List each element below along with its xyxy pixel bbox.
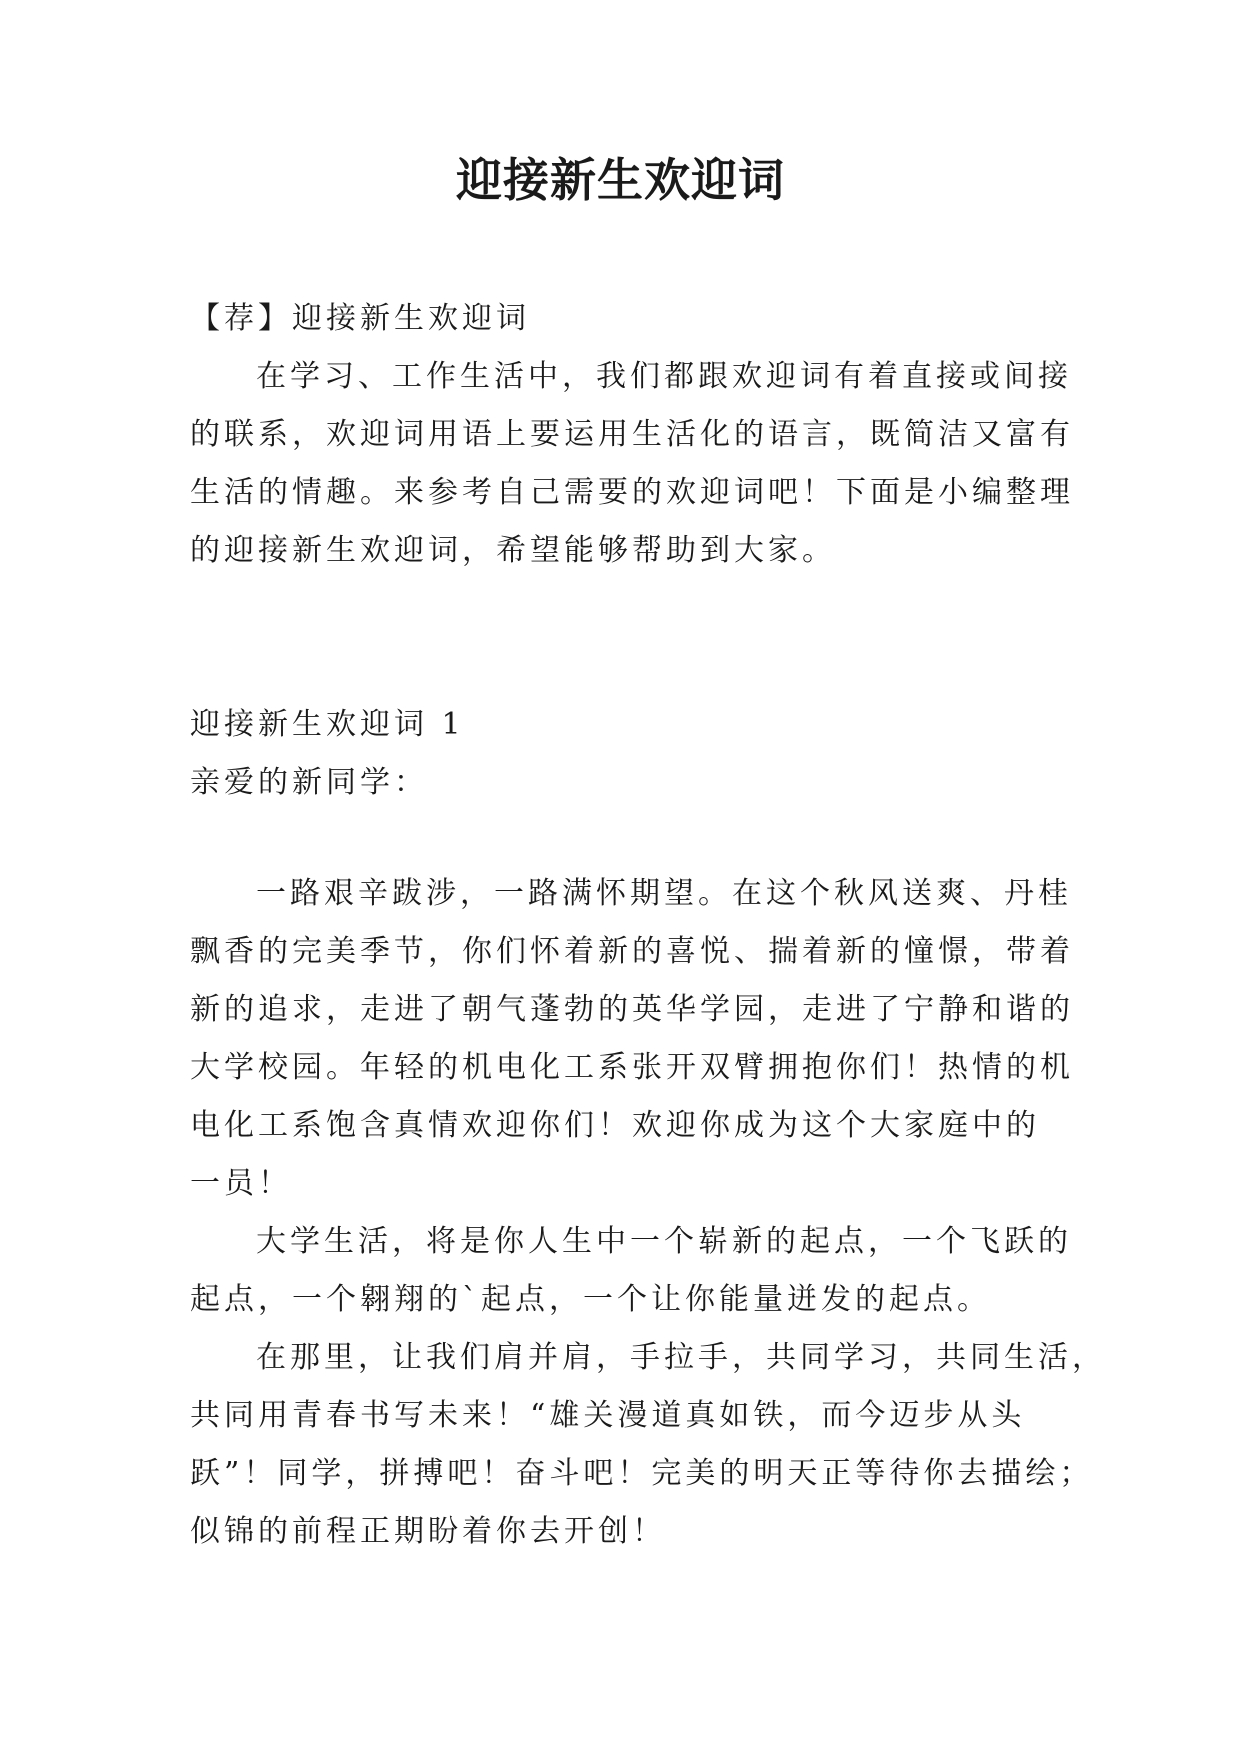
paragraph-line: 一路艰辛跋涉，一路满怀期望。在这个秋风送爽、丹桂 <box>256 876 1072 911</box>
section-heading: 迎接新生欢迎词 1 <box>190 707 465 742</box>
paragraph-line: 共同用青春书写未来！“雄关漫道真如铁，而今迈步从头 <box>190 1398 1026 1433</box>
recommend-line: 【荐】迎接新生欢迎词 <box>190 301 530 336</box>
paragraph-line: 新的追求，走进了朝气蓬勃的英华学园，走进了宁静和谐的 <box>190 992 1074 1027</box>
salutation: 亲爱的新同学： <box>190 765 428 800</box>
paragraph <box>190 1213 1072 1329</box>
intro-section <box>190 290 1074 580</box>
paragraph-line: 起点，一个翱翔的`起点，一个让你能量迸发的起点。 <box>190 1282 991 1317</box>
paragraph-line: 大学生活，将是你人生中一个崭新的起点，一个飞跃的 <box>256 1224 1072 1259</box>
paragraph-line: 大学校园。年轻的机电化工系张开双臂拥抱你们！热情的机 <box>190 1050 1074 1085</box>
paragraph-line: 跃”！同学，拼搏吧！奋斗吧！完美的明天正等待你去描绘； <box>190 1456 1094 1491</box>
paragraph <box>190 1329 1106 1561</box>
intro-line: 的联系，欢迎词用语上要运用生活化的语言，既简洁又富有 <box>190 417 1074 452</box>
letter-header <box>190 696 1050 812</box>
paragraph-line: 在那里，让我们肩并肩，手拉手，共同学习，共同生活， <box>256 1340 1106 1375</box>
intro-line: 的迎接新生欢迎词，希望能够帮助到大家。 <box>190 533 836 568</box>
intro-line: 在学习、工作生活中，我们都跟欢迎词有着直接或间接 <box>256 359 1072 394</box>
paragraph-line: 一员！ <box>190 1166 292 1201</box>
intro-line: 生活的情趣。来参考自己需要的欢迎词吧！下面是小编整理 <box>190 475 1074 510</box>
paragraph <box>190 865 1074 1213</box>
paragraph-line: 电化工系饱含真情欢迎你们！欢迎你成为这个大家庭中的 <box>190 1108 1040 1143</box>
paragraph-line: 飘香的完美季节，你们怀着新的喜悦、揣着新的憧憬，带着 <box>190 934 1074 969</box>
document-title: 迎接新生欢迎词 <box>456 153 785 207</box>
letter-body <box>190 865 1106 1561</box>
paragraph-line: 似锦的前程正期盼着你去开创！ <box>190 1514 666 1549</box>
